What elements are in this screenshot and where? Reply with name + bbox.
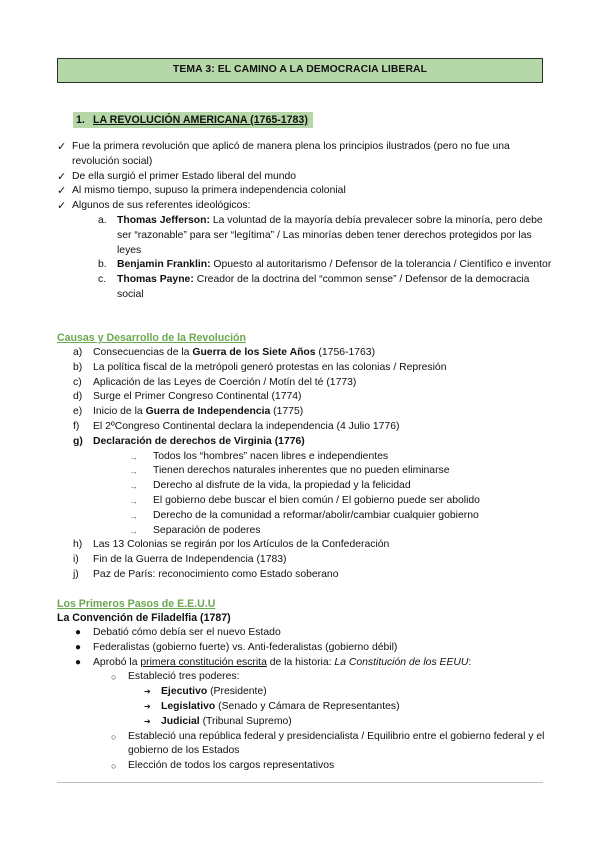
cause-text: Las 13 Colonias se regirán por los Artículos de la Confederación — [93, 539, 390, 551]
cause-text: Paz de París: reconocimiento como Estado soberano — [93, 568, 339, 580]
cause-text: Aplicación de las Leyes de Coerción / Motín del té (1773) — [93, 376, 357, 388]
list-letter: b. — [98, 259, 107, 271]
causes-list — [57, 346, 557, 583]
cause-text-end: (1775) — [270, 406, 304, 418]
check-text: Algunos de sus referentes ideológicos: — [72, 200, 251, 212]
arrow-icon: → — [129, 466, 138, 477]
circle-text: Estableció una república federal y presidencialista / Equilibrio entre el gobierno federal y el gobierno de los Estados — [128, 730, 545, 757]
cause-item — [57, 568, 557, 583]
convention-heading: La Convención de Filadelfia (1787) — [57, 612, 231, 624]
section-title: LA REVOLUCIÓN AMERICANA (1765-1783) — [93, 114, 308, 126]
check-list — [57, 140, 557, 303]
list-letter: a) — [73, 347, 83, 358]
checkmark-icon: ✓ — [57, 141, 67, 153]
list-letter: j) — [73, 568, 79, 580]
footer-divider — [57, 782, 543, 783]
cause-text: La política fiscal de la metrópoli generó protestas en las colonias / Represión — [93, 361, 447, 373]
check-item — [57, 170, 557, 185]
power-item — [144, 700, 557, 715]
constitution-underlined: primera constitución escrita — [140, 656, 267, 668]
circle-item — [109, 759, 557, 774]
checkmark-icon: ✓ — [57, 170, 67, 183]
power-item — [144, 685, 557, 700]
virginia-right-text: Derecho al disfrute de la vida, la propiedad y la felicidad — [153, 480, 411, 492]
bullet-text: Federalistas (gobierno fuerte) vs. Anti-federalistas (gobierno débil) — [93, 641, 398, 653]
referente-name: Thomas Payne: — [117, 274, 194, 286]
arrow-icon: → — [129, 495, 138, 506]
list-letter: g) — [73, 435, 83, 447]
circle-item — [109, 730, 557, 760]
cause-item — [57, 390, 557, 405]
bullet-text: Debatió cómo debía ser el nuevo Estado — [93, 627, 281, 638]
first-steps-heading: Los Primeros Pasos de E.E.U.U — [57, 598, 216, 610]
referente-item — [100, 273, 557, 303]
cause-item — [57, 346, 557, 361]
circle-text: Elección de todos los cargos representativos — [128, 760, 335, 772]
power-name: Ejecutivo — [161, 686, 208, 698]
list-letter: b) — [73, 361, 83, 373]
list-letter: h) — [73, 539, 83, 551]
virginia-right-item — [129, 450, 557, 465]
list-letter: d) — [73, 391, 83, 403]
cause-bold: Declaración de derechos de Virginia (1776) — [93, 435, 305, 447]
arrow-icon: → — [129, 451, 138, 462]
circle-bullet-icon: ○ — [111, 672, 117, 683]
referente-item — [100, 214, 557, 258]
cause-item — [57, 435, 557, 450]
check-text: De ella surgió el primer Estado liberal del mundo — [72, 170, 297, 182]
bullet-icon: ● — [75, 641, 82, 653]
virginia-right-item — [129, 479, 557, 494]
virginia-rights-list — [129, 450, 557, 539]
page-title: TEMA 3: EL CAMINO A LA DEMOCRACIA LIBERAL — [57, 58, 543, 83]
cause-item — [57, 361, 557, 376]
virginia-right-text: El gobierno debe buscar el bien común / El gobierno puede ser abolido — [153, 494, 480, 506]
list-letter: e) — [73, 406, 83, 418]
referente-text: La voluntad de la mayoría debía prevalecer sobre la minoría, pero debe ser “razonable” para ser “legítima” / Las minorías deben tener derechos protegidos por las leyes — [117, 214, 543, 256]
checkmark-icon: ✓ — [57, 200, 67, 213]
virginia-right-item — [129, 509, 557, 524]
check-text: Al mismo tiempo, supuso la primera independencia colonial — [72, 185, 346, 197]
cause-item — [57, 405, 557, 420]
power-detail: (Tribunal Supremo) — [199, 715, 292, 727]
constitution-title: La Constitución de los EEUU — [334, 656, 469, 668]
cause-bold: Guerra de los Siete Años — [192, 347, 316, 358]
list-letter: f) — [73, 420, 80, 432]
section-number: 1. — [76, 114, 85, 126]
cause-item — [57, 538, 557, 553]
power-name: Judicial — [161, 715, 200, 727]
constitution-post: : — [468, 656, 472, 668]
check-item — [57, 199, 557, 214]
circle-text: Estableció tres poderes: — [128, 671, 240, 683]
power-detail: (Senado y Cámara de Representantes) — [215, 700, 400, 712]
cause-item — [57, 553, 557, 568]
convention-list — [57, 626, 557, 774]
check-item — [57, 184, 557, 199]
cause-text: Consecuencias de la — [93, 347, 193, 358]
referente-name: Benjamin Franklin: — [117, 259, 211, 271]
constitution-pre: Aprobó la — [93, 656, 141, 668]
cause-item — [57, 376, 557, 391]
cause-text: Surge el Primer Congreso Continental (1774) — [93, 391, 302, 403]
virginia-right-text: Separación de poderes — [153, 524, 261, 536]
bullet-item — [57, 656, 557, 671]
cause-text: El 2ºCongreso Continental declara la independencia (4 Julio 1776) — [93, 420, 400, 432]
list-letter: c) — [73, 376, 82, 388]
cause-text: Fin de la Guerra de Independencia (1783) — [93, 554, 287, 566]
virginia-right-text: Derecho de la comunidad a reformar/abolir/cambiar cualquier gobierno — [153, 509, 479, 521]
section-heading — [73, 112, 313, 128]
referente-text: Opuesto al autoritarismo / Defensor de la tolerancia / Científico e inventor — [210, 259, 552, 271]
virginia-right-item — [129, 524, 557, 539]
circle-bullet-icon: ○ — [111, 731, 117, 742]
arrow-icon: → — [129, 525, 138, 536]
bullet-item — [57, 641, 557, 656]
circle-bullet-icon: ○ — [111, 761, 117, 772]
arrow-bullet-icon: ➔ — [144, 716, 151, 726]
arrow-icon: → — [129, 510, 138, 521]
causes-heading: Causas y Desarrollo de la Revolución — [57, 332, 246, 344]
constitution-mid: de la historia: — [266, 656, 335, 668]
cause-text-end: (1756-1763) — [315, 347, 376, 358]
power-detail: (Presidente) — [207, 686, 267, 698]
arrow-bullet-icon: ➔ — [144, 701, 151, 711]
power-item — [144, 715, 557, 730]
arrow-bullet-icon: ➔ — [144, 687, 151, 697]
constitution-sublist — [109, 670, 557, 774]
referente-item — [100, 258, 557, 273]
list-letter: c. — [98, 274, 107, 286]
cause-bold: Guerra de Independencia — [145, 406, 271, 418]
checkmark-icon: ✓ — [57, 185, 67, 198]
circle-item — [109, 670, 557, 685]
virginia-right-item — [129, 464, 557, 479]
cause-text: Inicio de la — [93, 406, 146, 418]
check-item — [57, 140, 557, 170]
arrow-icon: → — [129, 481, 138, 492]
bullet-icon: ● — [75, 656, 82, 668]
powers-list — [144, 685, 557, 729]
virginia-right-text: Todos los “hombres” nacen libres e independientes — [153, 450, 389, 462]
virginia-right-item — [129, 494, 557, 509]
cause-item — [57, 420, 557, 435]
virginia-right-text: Tienen derechos naturales inherentes que no pueden eliminarse — [153, 465, 450, 477]
check-text: Fue la primera revolución que aplicó de manera plena los principios ilustrados (pero no fue una revolución social) — [72, 141, 510, 167]
list-letter: a. — [98, 214, 107, 226]
bullet-item — [57, 626, 557, 641]
referente-name: Thomas Jefferson: — [117, 214, 210, 226]
power-name: Legislativo — [161, 700, 216, 712]
bullet-icon: ● — [75, 627, 82, 638]
list-letter: i) — [73, 554, 79, 566]
referente-text: Creador de la doctrina del “common sense” / Defensor de la democracia social — [117, 274, 530, 300]
referentes-list — [100, 214, 557, 303]
